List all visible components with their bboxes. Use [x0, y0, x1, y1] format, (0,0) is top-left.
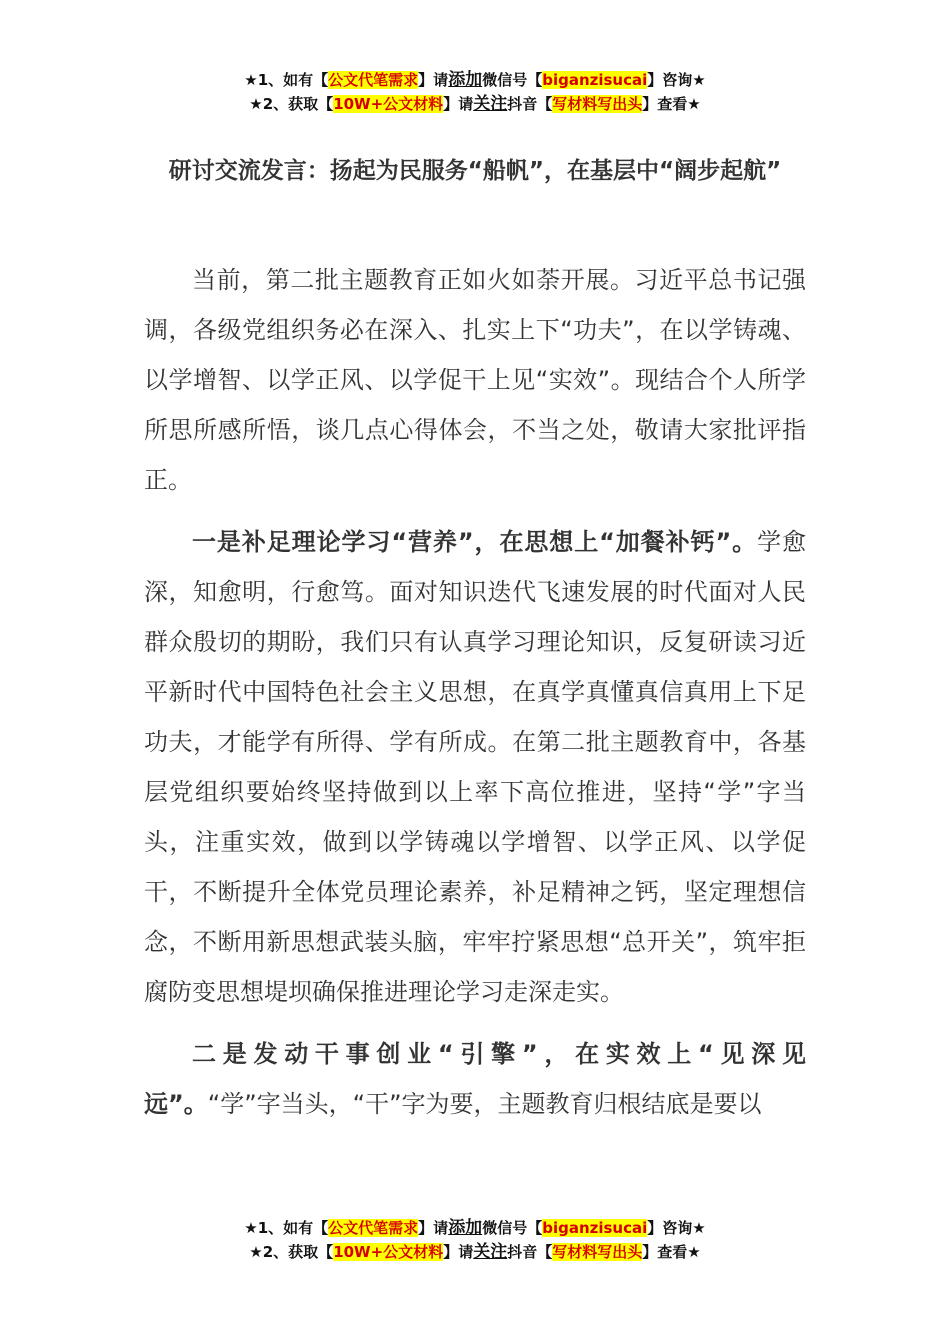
banner-highlight: 公文代笔需求 — [328, 71, 419, 89]
banner-highlight: 写材料写出头 — [552, 95, 643, 113]
banner-highlight: 10W+公文材料 — [333, 95, 444, 113]
banner-line-1 — [0, 68, 950, 92]
paragraph-lead: 二是发动干事创业“引擎”，在实效上“见深见远”。 — [144, 1040, 806, 1118]
banner-emphasis: 添加 — [448, 70, 483, 90]
paragraph-text: 当前，第二批主题教育正如火如荼开展。习近平总书记强调，各级党组织务必在深入、扎实上下“功夫”，在以学铸魂、以学增智、以学正风、以学促干上见“实效”。现结合个人所学所思所感所悟，谈几点心得体会，不当之处，敬请大家批评指正。 — [144, 266, 806, 494]
banner-text: 微信号【 — [482, 1219, 543, 1237]
paragraph-text: “学”字当头，“干”字为要，主题教育归根结底是要以 — [207, 1090, 762, 1118]
banner-text: ★1、如有【 — [244, 1219, 329, 1237]
paragraph-point-1 — [144, 517, 806, 1017]
header-banner — [0, 68, 950, 116]
banner-text: 】请 — [418, 1219, 449, 1237]
banner-line-2 — [0, 1240, 950, 1264]
banner-emphasis: 关注 — [473, 1242, 508, 1262]
banner-text: 】请 — [443, 1243, 474, 1261]
document-body — [144, 255, 806, 1129]
banner-highlight: 公文代笔需求 — [328, 1219, 419, 1237]
paragraph-intro — [144, 255, 806, 505]
footer-banner — [0, 1216, 950, 1264]
paragraph-lead: 一是补足理论学习“营养”，在思想上“加餐补钙”。 — [192, 528, 758, 556]
document-title: 研讨交流发言：扬起为民服务“船帆”，在基层中“阔步起航” — [168, 158, 782, 184]
banner-highlight: biganzisucai — [542, 71, 648, 89]
banner-highlight: 写材料写出头 — [552, 1243, 643, 1261]
paragraph-text: 学愈深，知愈明，行愈笃。面对知识迭代飞速发展的时代面对人民群众殷切的期盼，我们只有认真学习理论知识，反复研读习近平新时代中国特色社会主义思想，在真学真懂真信真用上下足功夫，才能学有所得、学有所成。在第二批主题教育中，各基层党组织要始终坚持做到以上率下高位推进，坚持“学”字当头，注重实效，做到以学铸魂以学增智、以学正风、以学促干，不断提升全体党员理论素养，补足精神之钙，坚定理想信念，不断用新思想武装头脑，牢牢拧紧思想“总开关”，筑牢拒腐防变思想堤坝确保推进理论学习走深走实。 — [144, 528, 807, 1006]
banner-line-1 — [0, 1216, 950, 1240]
banner-text: ★2、获取【 — [249, 1243, 334, 1261]
banner-text: 抖音【 — [507, 95, 553, 113]
banner-text: 】查看★ — [642, 1243, 701, 1261]
banner-emphasis: 关注 — [473, 94, 508, 114]
banner-text: 】请 — [418, 71, 449, 89]
banner-text: 】查看★ — [642, 95, 701, 113]
banner-text: 微信号【 — [482, 71, 543, 89]
banner-text: 】咨询★ — [647, 71, 706, 89]
banner-emphasis: 添加 — [448, 1218, 483, 1238]
banner-line-2 — [0, 92, 950, 116]
banner-text: 】咨询★ — [647, 1219, 706, 1237]
banner-text: ★2、获取【 — [249, 95, 334, 113]
paragraph-point-2 — [144, 1029, 806, 1129]
banner-highlight: biganzisucai — [542, 1219, 648, 1237]
banner-text: ★1、如有【 — [244, 71, 329, 89]
banner-text: 抖音【 — [507, 1243, 553, 1261]
banner-highlight: 10W+公文材料 — [333, 1243, 444, 1261]
banner-text: 】请 — [443, 95, 474, 113]
